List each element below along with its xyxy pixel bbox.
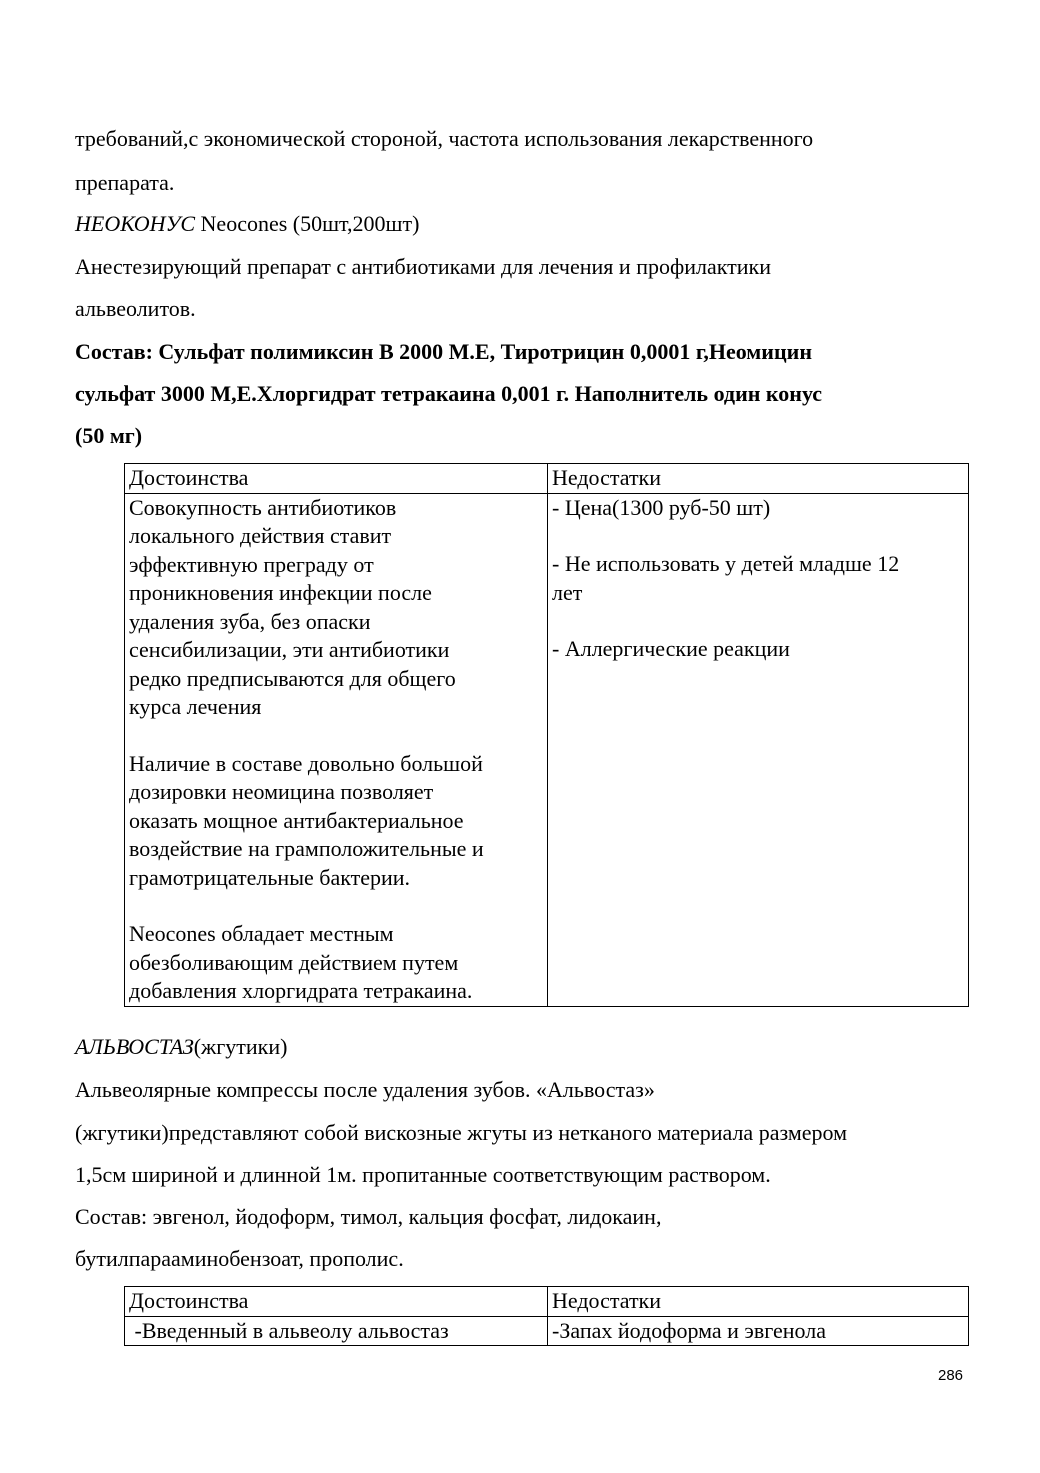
table-header-row — [125, 464, 969, 494]
pros-line: Совокупность антибиотиков — [129, 494, 397, 520]
neocones-title-rest: Neocones (50шт,200шт) — [195, 211, 420, 236]
neocones-composition-line-3: (50 мг) — [75, 423, 143, 448]
neocones-title-italic: НЕОКОНУС — [75, 211, 196, 236]
alvostaz-desc-line-2: (жгутики)представляют собой вискозные жгуты из нетканого материала размером — [75, 1120, 848, 1145]
pros-cell — [125, 493, 548, 1006]
pros-line: эффективную преграду от — [129, 551, 374, 577]
alvostaz-title-italic: АЛЬВОСТАЗ — [75, 1034, 194, 1059]
alvostaz-table — [124, 1286, 969, 1346]
pros-line: дозировки неомицина позволяет — [129, 779, 434, 804]
cons-line: - Цена(1300 руб-50 шт) — [552, 494, 771, 520]
cons-line: - Аллергические реакции — [552, 636, 790, 661]
header-cons: Недостатки — [548, 1287, 969, 1317]
pros-line: Neocones обладает местным — [129, 921, 394, 946]
pros-line: обезболивающим действием путем — [129, 949, 459, 975]
pros-line: локального действия ставит — [129, 523, 392, 548]
alvostaz-desc-line-3: 1,5см шириной и длинной 1м. пропитанные соответствующим раствором. — [75, 1162, 771, 1187]
neocones-desc-line-1: Анестезирующий препарат с антибиотиками для лечения и профилактики — [75, 254, 771, 279]
pros-line: Наличие в составе довольно большой — [129, 750, 483, 776]
page-number: 286 — [938, 1367, 964, 1384]
cons-line: лет — [552, 579, 583, 605]
table-header-row — [125, 1287, 969, 1317]
neocones-table — [124, 463, 969, 1007]
pros-line: сенсибилизации, эти антибиотики — [129, 637, 450, 662]
cons-cell — [548, 493, 969, 1006]
neocones-composition-line-1: Состав: Сульфат полимиксин В 2000 М.Е, Тиротрицин 0,0001 г,Неомицин — [75, 339, 812, 364]
intro-line-2: препарата. — [75, 170, 175, 195]
pros-cell: -Введенный в альвеолу альвостаз — [125, 1316, 548, 1346]
pros-line: курса лечения — [129, 694, 262, 719]
header-pros: Достоинства — [125, 1287, 548, 1317]
alvostaz-desc-line-1: Альвеолярные компрессы после удаления зубов. «Альвостаз» — [75, 1077, 655, 1102]
cons-cell: -Запах йодоформа и эвгенола — [548, 1316, 969, 1346]
neocones-heading — [75, 211, 419, 237]
table-row — [125, 1316, 969, 1346]
pros-line: воздействие на грамположительные и — [129, 836, 484, 861]
alvostaz-heading — [75, 1034, 287, 1060]
alvostaz-composition-line-1: Состав: эвгенол, йодоформ, тимол, кальция фосфат, лидокаин, — [75, 1204, 662, 1229]
pros-line: грамотрицательные бактерии. — [129, 864, 411, 890]
pros-line: добавления хлоргидрата тетракаина. — [129, 978, 473, 1003]
header-pros: Достоинства — [125, 464, 548, 494]
pros-line: проникновения инфекции после — [129, 580, 432, 605]
pros-line: редко предписываются для общего — [129, 665, 456, 691]
header-cons: Недостатки — [548, 464, 969, 494]
alvostaz-composition-line-2: бутилпарааминобензоат, прополис. — [75, 1246, 404, 1271]
alvostaz-title-rest: (жгутики) — [193, 1034, 288, 1059]
pros-line: оказать мощное антибактериальное — [129, 807, 464, 833]
neocones-desc-line-2: альвеолитов. — [75, 296, 196, 321]
intro-line-1: требований,с экономической стороной, частота использования лекарственного — [75, 126, 814, 151]
pros-line: удаления зуба, без опаски — [129, 608, 371, 634]
neocones-composition-line-2: сульфат 3000 М,Е.Хлоргидрат тетракаина 0,001 г. Наполнитель один конус — [75, 381, 823, 406]
table-row — [125, 493, 969, 1006]
cons-line: - Не использовать у детей младше 12 — [552, 551, 900, 576]
